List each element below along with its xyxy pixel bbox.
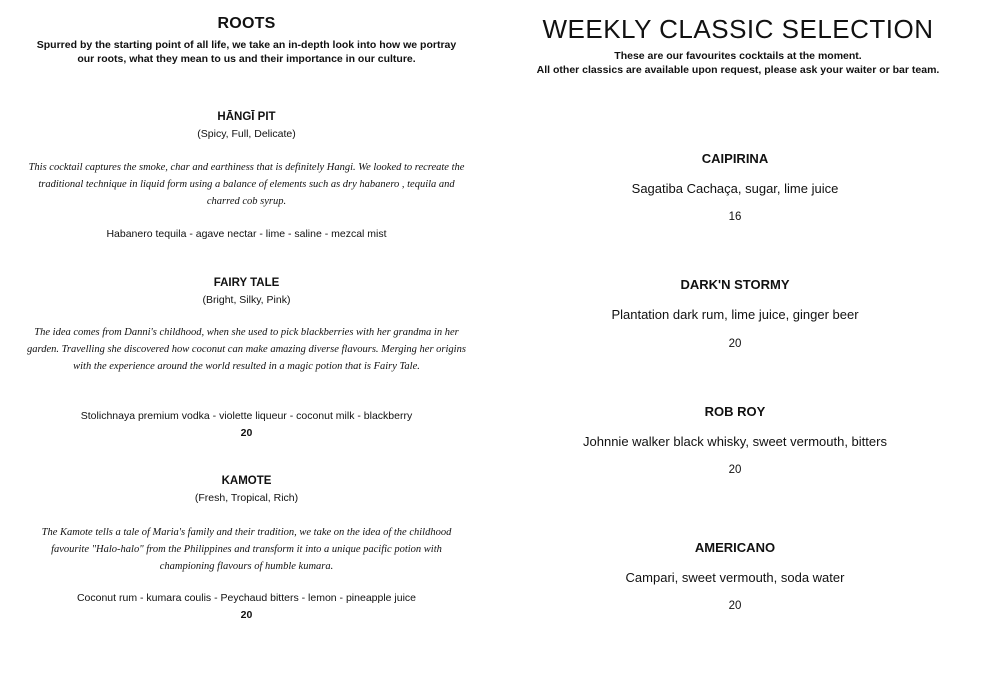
cocktail-price: 20 [240,609,253,621]
cocktail-price: 20 [240,427,253,439]
weekly-subtitle-line: All other classics are available upon request, please ask your waiter or bar team. [536,64,940,76]
cocktail-notes: (Fresh, Tropical, Rich) [194,492,299,504]
cocktail-name: KAMOTE [221,475,272,487]
classic-price: 16 [728,211,742,223]
weekly-subtitle [493,49,983,77]
classic-name: ROB ROY [704,404,766,419]
cocktail-ingredients: Coconut rum - kumara coulis - Peychaud bitters - lemon - pineapple juice [76,592,417,604]
cocktail-notes: (Bright, Silky, Pink) [202,294,291,306]
cocktail-ingredients: Stolichnaya premium vodka - violette liqueur - coconut milk - blackberry [80,410,413,422]
classic-price: 20 [728,338,742,350]
classic-ingredients: Campari, sweet vermouth, soda water [625,570,845,585]
cocktail-ingredients: Habanero tequila - agave nectar - lime - saline - mezcal mist [106,228,387,240]
classic-price: 20 [728,464,742,476]
classic-name: DARK'N STORMY [680,277,790,292]
classic-ingredients: Johnnie walker black whisky, sweet vermouth, bitters [583,434,887,449]
cocktail-description: This cocktail captures the smoke, char and earthiness that is definitely Hangi. We looked to recreate the traditional technique in liquid form using a balance of elements such as dry habanero , tequila and charred cob syrup. [28,162,465,207]
cocktail-description: The idea comes from Danni's childhood, when she used to pick blackberries with her grandma in her garden. Travelling she discovered how coconut can make amazing diverse flavours. Merging her origins with the experience around the world resulted in a magic potion that is Fairy Tale. [27,327,466,372]
classic-ingredients: Sagatiba Cachaça, sugar, lime juice [631,181,839,196]
cocktail-name: HĀNGĪ PIT [217,111,276,123]
weekly-subtitle-line: These are our favourites cocktails at the moment. [614,50,862,62]
classic-name: CAIPIRINA [701,151,769,166]
cocktail-name: FAIRY TALE [213,277,280,289]
cocktail-notes: (Spicy, Full, Delicate) [197,128,296,140]
weekly-title: WEEKLY CLASSIC SELECTION [542,14,934,44]
roots-title: ROOTS [217,15,276,32]
cocktail-description: The Kamote tells a tale of Maria's family and their tradition, we take on the idea of the childhood favourite "Halo-halo" from the Philippines and transform it into a unique pacific potion with championing flavours of humble kumara. [41,527,452,572]
classic-price: 20 [728,600,742,612]
classic-ingredients: Plantation dark rum, lime juice, ginger beer [611,307,859,322]
roots-subtitle: Spurred by the starting point of all life, we take an in-depth look into how we portray our roots, what they mean to us and their importance in our culture. [36,39,457,65]
classic-name: AMERICANO [694,540,776,555]
